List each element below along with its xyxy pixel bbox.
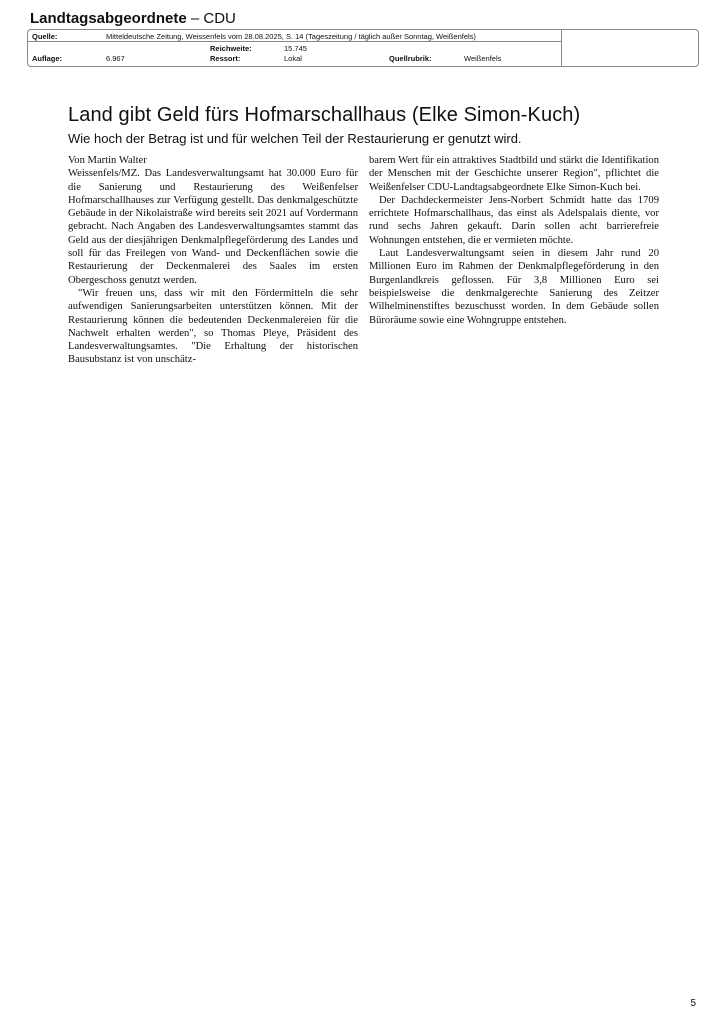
ressort-value: Lokal: [284, 54, 302, 63]
article-column-1: [68, 154, 358, 367]
header-party: CDU: [203, 10, 236, 27]
auflage-label: Auflage:: [32, 54, 62, 63]
header-separator: –: [190, 10, 200, 27]
meta-divider-horizontal: [28, 41, 561, 42]
article-paragraph: barem Wert für ein attraktives Stadtbild und stärkt die Identifikation der Menschen mit der Geschichte unserer Region", pflichtet die Weißenfelser CDU-Landtagsabgeordnete Elke Simon-Kuch bei.: [369, 155, 659, 193]
page-header: [30, 10, 236, 27]
header-name: Landtagsabgeordnete: [30, 10, 187, 27]
page-number: 5: [690, 998, 696, 1009]
article-paragraph: "Wir freuen uns, dass wir mit den Fördermitteln die sehr aufwendigen Sanierungsarbeiten unterstützen können. Mit der Restaurierung können die bedeutenden Deckenmalereien für die Nachwelt erhalten werden", so Thomas Pleye, Präsident des Landesverwaltungsamtes. "Die Erhaltung der historischen Bausubstanz ist von unschätz-: [68, 287, 358, 366]
article-author: Von Martin Walter: [68, 155, 147, 166]
meta-divider-vertical: [561, 30, 562, 66]
reichweite-label: Reichweite:: [210, 44, 252, 53]
ressort-label: Ressort:: [210, 54, 241, 63]
article-headline: Land gibt Geld fürs Hofmarschallhaus (Elke Simon-Kuch): [68, 104, 581, 126]
article-column-2: [369, 154, 659, 327]
article-subheadline: Wie hoch der Betrag ist und für welchen Teil der Restaurierung er genutzt wird.: [68, 131, 522, 146]
quelle-value: Mitteldeutsche Zeitung, Weissenfels vom 28.08.2025, S. 14 (Tageszeitung / täglich außer Sonntag, Weißenfels): [106, 32, 476, 41]
source-metadata-box: [27, 29, 699, 67]
auflage-value: 6.967: [106, 54, 125, 63]
quelle-label: Quelle:: [32, 32, 58, 41]
quellrubrik-value: Weißenfels: [464, 54, 502, 63]
article-paragraph: Weissenfels/MZ. Das Landesverwaltungsamt hat 30.000 Euro für die Sanierung und Restaurierung des Weißenfelser Hofmarschallhauses zur Verfügung gestellt. Das denkmalgeschützte Gebäude in der Nikolaistraße wird bereits seit 2021 auf Vordermann gebracht. Nach Angaben des Landesverwaltungsamtes stammt das Geld aus der diesjährigen Denkmalpflegeförderung des Landes und soll für das Freilegen von Wand- und Deckenflächen sowie die Restaurierung der Deckenmalerei des Saales im ersten Obergeschoss genutzt werden.: [68, 168, 358, 286]
reichweite-value: 15.745: [284, 44, 307, 53]
article-paragraph: Der Dachdeckermeister Jens-Norbert Schmidt hatte das 1709 errichtete Hofmarschallhaus, das einst als Adelspalais diente, vor rund sechs Jahren gekauft. Darin sollen acht barrierefreie Wohnungen entstehen, die er vermieten möchte.: [369, 194, 659, 246]
article-paragraph: Laut Landesverwaltungsamt seien in diesem Jahr rund 20 Millionen Euro im Rahmen der Denkmalpflegeförderung in den Burgenlandkreis geflossen. Für 3,8 Millionen Euro sei beispielsweise die denkmalgerechte Sanierung des Zeitzer Wilhelminenstiftes bezuschusst worden. In dem Gebäude sollen Büroräume sowie eine Wohngruppe entstehen.: [369, 248, 659, 326]
quellrubrik-label: Quellrubrik:: [389, 54, 432, 63]
